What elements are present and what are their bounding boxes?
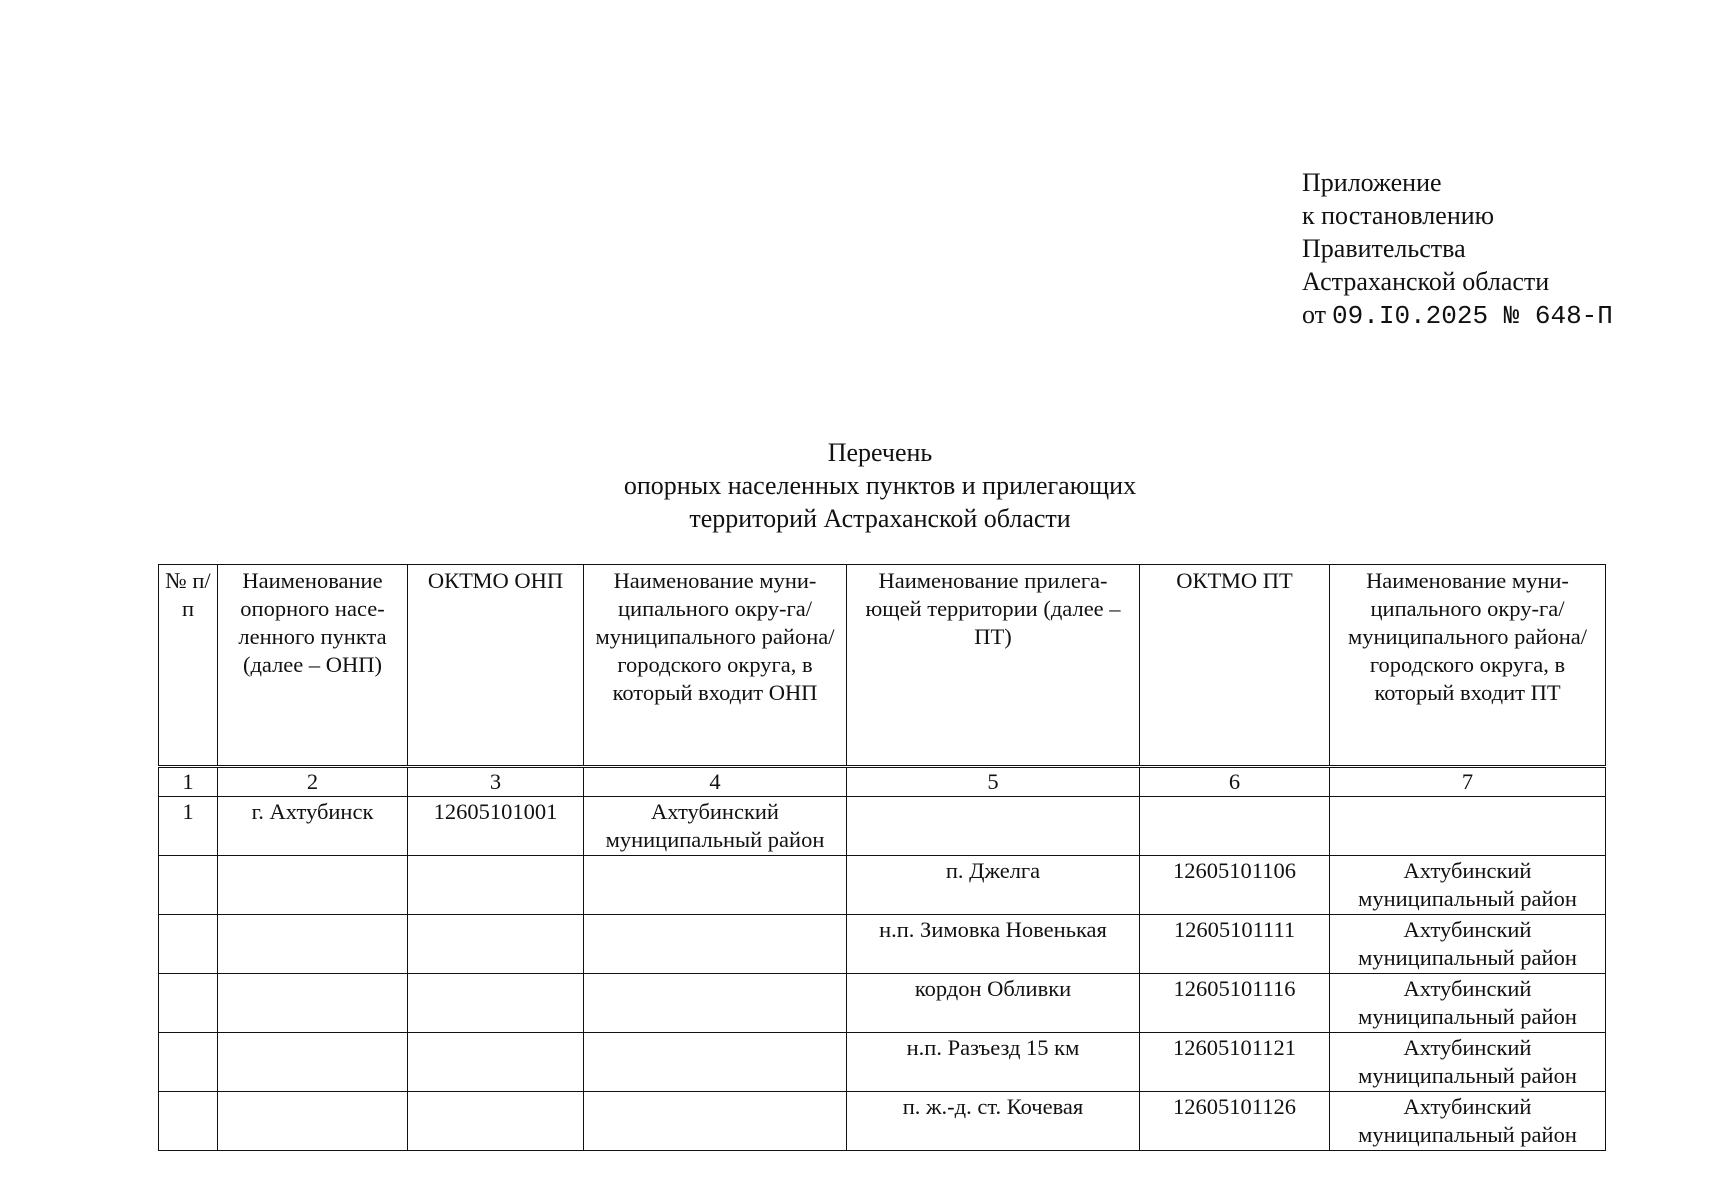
table-cell xyxy=(408,915,584,974)
column-number-cell: 4 xyxy=(584,767,847,797)
column-number-cell: 1 xyxy=(159,767,218,797)
table-cell: Ахтубинский муниципальный район xyxy=(1330,974,1606,1033)
table-cell xyxy=(218,974,408,1033)
title-line: опорных населенных пунктов и прилегающих xyxy=(623,471,1137,500)
table-row xyxy=(159,1033,1606,1092)
table-cell: кордон Обливки xyxy=(847,974,1140,1033)
column-number-cell: 6 xyxy=(1140,767,1330,797)
table-cell xyxy=(408,1033,584,1092)
table-cell: 12605101121 xyxy=(1140,1033,1330,1092)
title-line: территорий Астраханской области xyxy=(689,504,1071,533)
header-cell: № п/п xyxy=(159,565,218,767)
table-cell xyxy=(218,1092,408,1151)
date-stamp: 09.I0.2025 № 648-П xyxy=(1332,301,1613,331)
appendix-line: к постановлению xyxy=(1302,201,1495,230)
table-row xyxy=(159,856,1606,915)
table-cell: 12605101116 xyxy=(1140,974,1330,1033)
table-cell xyxy=(408,974,584,1033)
table-cell xyxy=(847,797,1140,856)
table-cell: 12605101001 xyxy=(408,797,584,856)
table-cell: Ахтубинский муниципальный район xyxy=(1330,1092,1606,1151)
table-header-row xyxy=(159,565,1606,767)
table-cell: г. Ахтубинск xyxy=(218,797,408,856)
table-cell: Ахтубинский муниципальный район xyxy=(1330,1033,1606,1092)
header-cell: Наименование опорного насе-ленного пункта (далее – ОНП) xyxy=(218,565,408,767)
column-number-cell: 3 xyxy=(408,767,584,797)
table-cell: Ахтубинский муниципальный район xyxy=(584,797,847,856)
table-cell: 12605101111 xyxy=(1140,915,1330,974)
appendix-line: Приложение xyxy=(1302,168,1442,197)
table-cell xyxy=(159,1033,218,1092)
column-number-row xyxy=(159,767,1606,797)
table-cell xyxy=(159,856,218,915)
table-cell xyxy=(159,1092,218,1151)
appendix-line: Астраханской области xyxy=(1302,267,1550,296)
table-cell: 12605101106 xyxy=(1140,856,1330,915)
table-cell xyxy=(1330,797,1606,856)
table-cell: п. Джелга xyxy=(847,856,1140,915)
table-cell xyxy=(218,856,408,915)
column-number-cell: 7 xyxy=(1330,767,1606,797)
appendix-date-line xyxy=(1302,298,1662,333)
date-prefix: от xyxy=(1302,300,1327,329)
table-cell xyxy=(159,974,218,1033)
table-cell xyxy=(408,1092,584,1151)
table-cell xyxy=(218,915,408,974)
table-row xyxy=(159,797,1606,856)
settlements-table-wrapper xyxy=(158,564,1605,1151)
header-cell: Наименование муни-ципального окру-га/муниципального района/городского округа, в который входит ОНП xyxy=(584,565,847,767)
table-cell xyxy=(408,856,584,915)
title-line: Перечень xyxy=(827,438,933,467)
header-cell: ОКТМО ПТ xyxy=(1140,565,1330,767)
appendix-block xyxy=(1302,166,1662,333)
table-cell: н.п. Зимовка Новенькая xyxy=(847,915,1140,974)
table-cell xyxy=(584,1092,847,1151)
table-cell xyxy=(584,974,847,1033)
table-cell xyxy=(218,1033,408,1092)
table-cell: Ахтубинский муниципальный район xyxy=(1330,915,1606,974)
document-title xyxy=(0,436,1722,535)
header-cell: Наименование муни-ципального окру-га/муниципального района/городского округа, в который входит ПТ xyxy=(1330,565,1606,767)
table-cell xyxy=(584,1033,847,1092)
table-cell xyxy=(1140,797,1330,856)
table-cell: Ахтубинский муниципальный район xyxy=(1330,856,1606,915)
table-row xyxy=(159,1092,1606,1151)
settlements-table xyxy=(158,564,1606,1151)
table-cell: 12605101126 xyxy=(1140,1092,1330,1151)
column-number-cell: 2 xyxy=(218,767,408,797)
table-cell: н.п. Разъезд 15 км xyxy=(847,1033,1140,1092)
table-cell: п. ж.-д. ст. Кочевая xyxy=(847,1092,1140,1151)
appendix-line: Правительства xyxy=(1302,234,1466,263)
table-cell xyxy=(584,856,847,915)
header-cell: ОКТМО ОНП xyxy=(408,565,584,767)
table-row xyxy=(159,974,1606,1033)
header-cell: Наименование прилега-ющей территории (далее – ПТ) xyxy=(847,565,1140,767)
table-row xyxy=(159,915,1606,974)
column-number-cell: 5 xyxy=(847,767,1140,797)
table-cell: 1 xyxy=(159,797,218,856)
table-cell xyxy=(159,915,218,974)
table-cell xyxy=(584,915,847,974)
